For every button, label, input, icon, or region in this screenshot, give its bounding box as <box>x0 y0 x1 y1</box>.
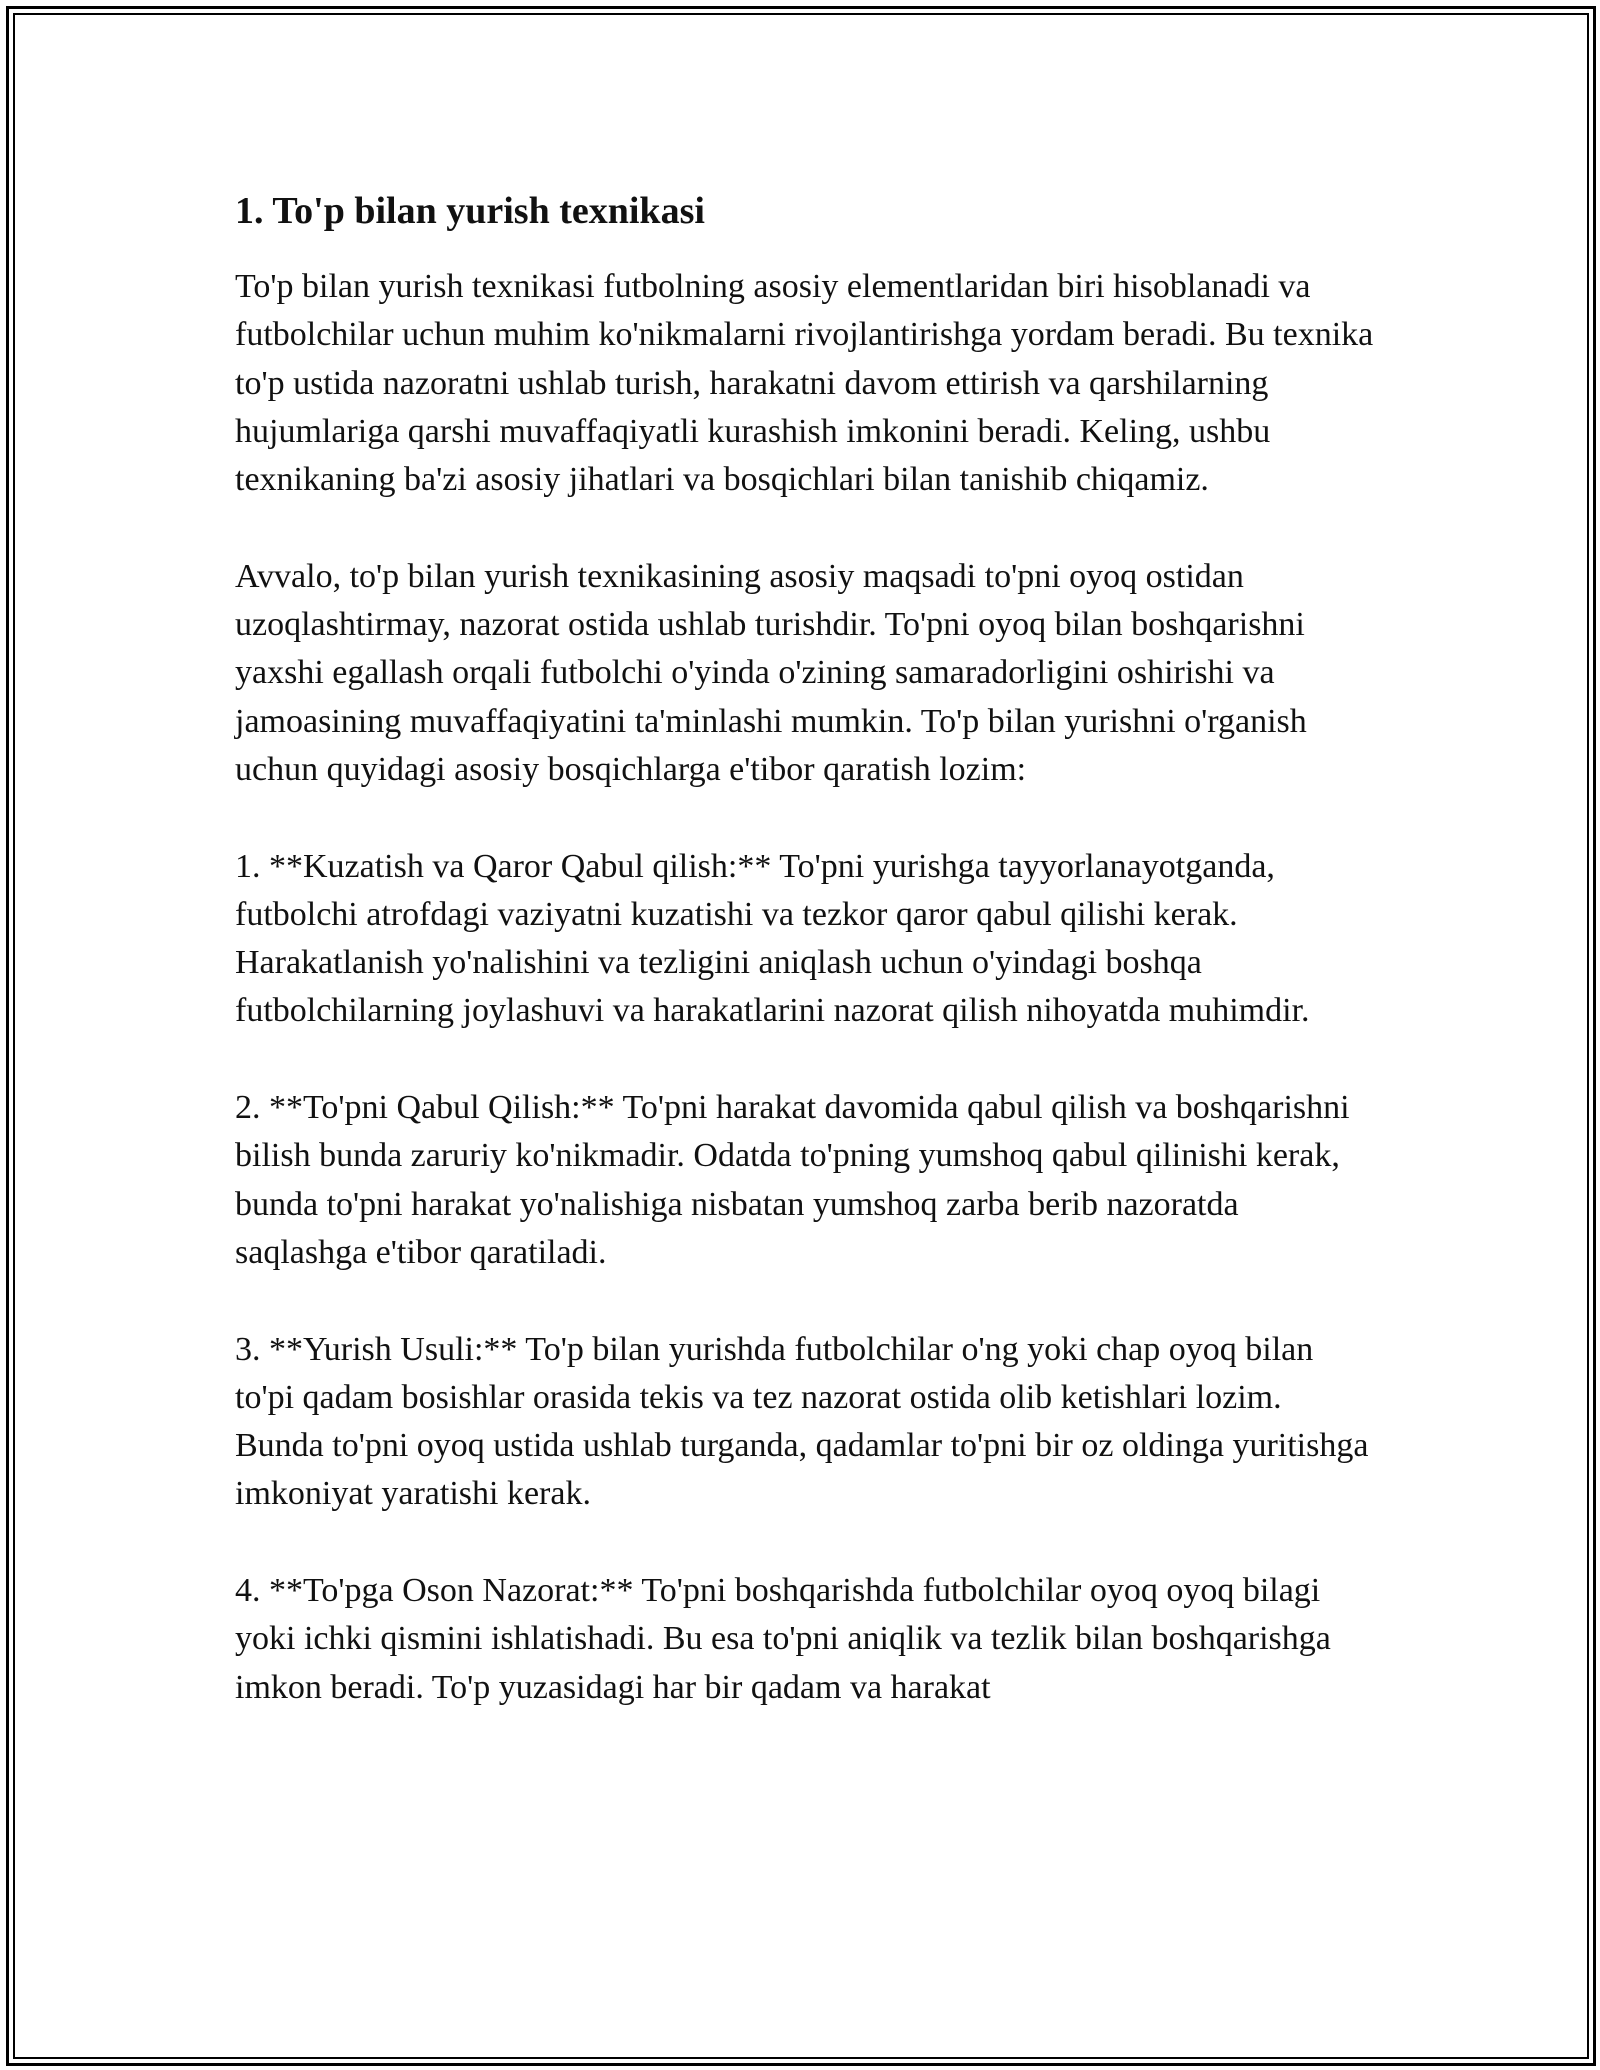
paragraph-intro: To'p bilan yurish texnikasi futbolning asosiy elementlaridan biri hisoblanadi va futbolchilar uchun muhim ko'nikmalarni rivojlantirishga yordam beradi. Bu texnika to'p ustida nazoratni ushlab turish, harakatni davom ettirish va qarshilarning hujumlariga qarshi muvaffaqiyatli kurashish imkonini beradi. Keling, ushbu texnikaning ba'zi asosiy jihatlari va bosqichlari bilan tanishib chiqamiz. <box>235 268 1374 499</box>
document-body <box>235 185 1375 1760</box>
paragraph-goal: Avvalo, to'p bilan yurish texnikasining asosiy maqsadi to'pni oyoq ostidan uzoqlashtirmay, nazorat ostida ushlab turishdir. To'pni oyoq bilan boshqarishni yaxshi egallash orqali futbolchi o'yinda o'zining samaradorligini oshirishi va jamoasining muvaffaqiyatini ta'minlashi mumkin. To'p bilan yurishni o'rganish uchun quyidagi asosiy bosqichlarga e'tibor qaratish lozim: <box>235 557 1307 788</box>
paragraph-step-3: 3. **Yurish Usuli:** To'p bilan yurishda futbolchilar o'ng yoki chap oyoq bilan to'pi qadam bosishlar orasida tekis va tez nazorat ostida olib ketishlari lozim. Bunda to'pni oyoq ustida ushlab turganda, qadamlar to'pni bir oz oldinga yuritishga imkoniyat yaratishi kerak. <box>235 1330 1369 1513</box>
paragraph-step-2: 2. **To'pni Qabul Qilish:** To'pni harakat davomida qabul qilish va boshqarishni bilish bunda zaruriy ko'nikmadir. Odatda to'pning yumshoq qabul qilinishi kerak, bunda to'pni harakat yo'nalishiga nisbatan yumshoq zarba berib nazoratda saqlashga e'tibor qaratiladi. <box>235 1089 1350 1271</box>
section-heading: 1. To'p bilan yurish texnikasi <box>235 190 705 232</box>
paragraph-step-1: 1. **Kuzatish va Qaror Qabul qilish:** To'pni yurishga tayyorlanayotganda, futbolchi atrofdagi vaziyatni kuzatishi va tezkor qaror qabul qilishi kerak. Harakatlanish yo'nalishini va tezligini aniqlash uchun o'yindagi boshqa futbolchilarning joylashuvi va harakatlarini nazorat qilish nihoyatda muhimdir. <box>235 847 1310 1030</box>
paragraph-step-4: 4. **To'pga Oson Nazorat:** To'pni boshqarishda futbolchilar oyoq oyoq bilagi yoki ichki qismini ishlatishadi. Bu esa to'pni aniqlik va tezlik bilan boshqarishga imkon beradi. To'p yuzasidagi har bir qadam va harakat <box>235 1572 1331 1706</box>
